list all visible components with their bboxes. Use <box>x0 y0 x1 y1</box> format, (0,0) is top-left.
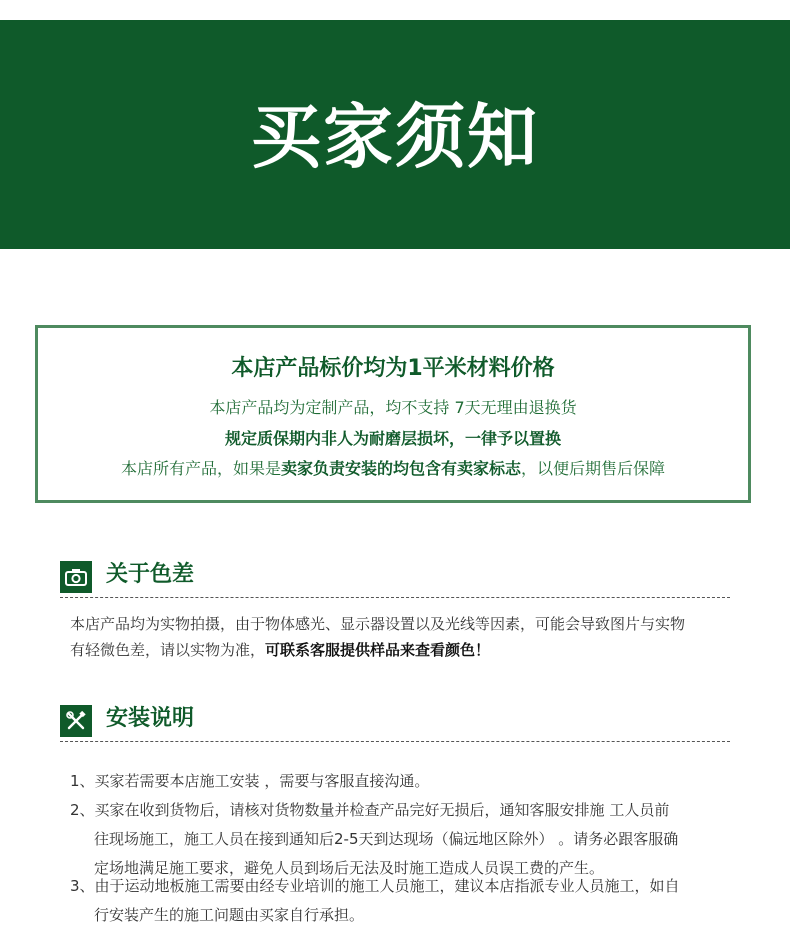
notice-line-warranty: 规定质保期内非人为耐磨层损坏，一律予以置换 <box>224 429 561 448</box>
notice-line3-suffix: ，以便后期售后保障 <box>521 459 666 478</box>
notice-box <box>35 325 751 503</box>
color-description-line1: 本店产品均为实物拍摄，由于物体感光、显示器设置以及光线等因素，可能会导致图片与实物 <box>70 615 686 633</box>
install-item-1-line1: 1、买家若需要本店施工安装 ，需要与客服直接沟通。 <box>70 772 430 790</box>
notice-line3-strong: 卖家负责安装的均包含有卖家标志 <box>280 459 521 478</box>
section-header-install <box>60 705 730 742</box>
color-line2-prefix: 有轻微色差，请以实物为准， <box>70 641 266 659</box>
install-item-3-line2: 行安装产生的施工问题由买家自行承担。 <box>94 906 365 924</box>
notice-line-custom: 本店产品均为定制产品，均不支持 7天无理由退换货 <box>209 398 577 417</box>
color-description-line2 <box>70 637 740 663</box>
install-item-2-line2: 往现场施工，施工人员在接到通知后2-5天到达现场（偏远地区除外） 。请务必跟客服确 <box>94 830 679 848</box>
install-item-2-line1: 2、买家在收到货物后，请核对货物数量并检查产品完好无损后，通知客服安排施 工人员前 <box>70 801 670 819</box>
section-header-color <box>60 561 730 598</box>
install-item-2-line3: 定场地满足施工要求，避免人员到场后无法及时施工造成人员误工费的产生。 <box>94 859 605 877</box>
notice-heading: 本店产品标价均为1平米材料价格 <box>231 356 555 381</box>
install-item-2 <box>70 796 730 883</box>
camera-icon <box>60 561 92 593</box>
notice-line-seller-mark <box>38 461 748 477</box>
tools-icon <box>60 705 92 737</box>
header-banner <box>0 20 790 249</box>
page-title: 买家须知 <box>251 95 539 178</box>
install-item-3 <box>70 872 730 930</box>
section-title-install: 安装说明 <box>106 706 195 731</box>
install-item-3-line1: 3、由于运动地板施工需要由经专业培训的施工人员施工，建议本店指派专业人员施工，如自 <box>70 877 680 895</box>
color-description <box>70 611 740 663</box>
color-line2-bold: 可联系客服提供样品来查看颜色！ <box>265 641 491 659</box>
install-item-1 <box>70 767 730 796</box>
section-title-color: 关于色差 <box>106 562 195 587</box>
notice-line3-prefix: 本店所有产品，如果是 <box>120 459 281 478</box>
